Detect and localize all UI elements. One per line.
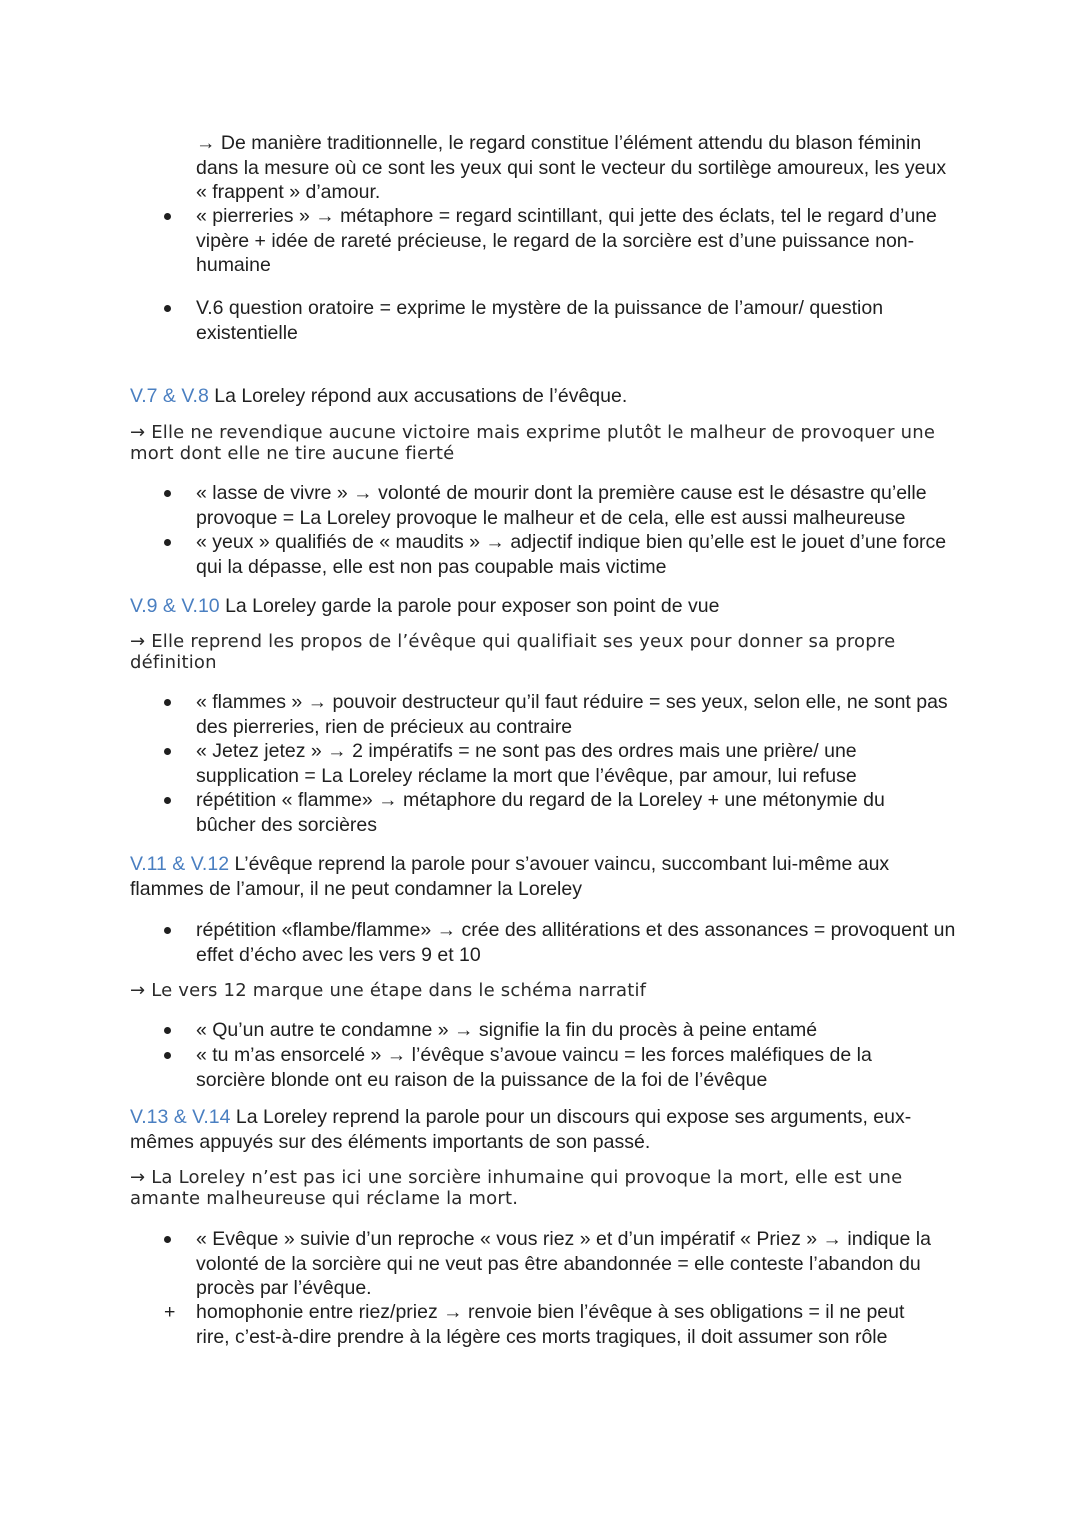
- section-note: → Le vers 12 marque une étape dans le schéma narratif: [130, 980, 647, 1001]
- verse-reference: V.7 & V.8: [130, 385, 209, 407]
- section-note: → La Loreley n’est pas ici une sorcière inhumaine qui provoque la mort, elle est une amante malheureuse qui réclame la mort.: [130, 1167, 903, 1209]
- section-heading: [130, 852, 940, 901]
- list-item: « yeux » qualifiés de « maudits » → adjectif indique bien qu’elle est le jouet d’une force qui la dépasse, elle est non pas coupable mais victime: [196, 531, 947, 578]
- section-note: → Elle ne revendique aucune victoire mais exprime plutôt le malheur de provoquer une mort dont elle ne tire aucune fierté: [130, 422, 936, 464]
- plus-marker: +: [164, 1301, 176, 1323]
- verse-reference: V.9 & V.10: [130, 595, 220, 617]
- section-title: La Loreley garde la parole pour exposer son point de vue: [219, 595, 720, 617]
- list-item: « lasse de vivre » → volonté de mourir dont la première cause est le désastre qu’elle provoque = La Loreley provoque le malheur et de cela, elle est aussi malheureuse: [196, 482, 927, 529]
- section-title: La Loreley reprend la parole pour un discours qui expose ses arguments, eux-mêmes appuyés sur des éléments importants de son passé.: [130, 1106, 912, 1153]
- paragraph-continuation: → De manière traditionnelle, le regard constitue l’élément attendu du blason féminin dans la mesure où ce sont les yeux qui sont le vecteur du sortilège amoureux, les yeux « frappent » d’amour.: [196, 132, 947, 203]
- list-item: « Qu’un autre te condamne » → signifie la fin du procès à peine entamé: [196, 1019, 818, 1041]
- bullet-icon: [164, 1227, 171, 1243]
- bullet-icon: [164, 530, 171, 546]
- section-note: → Elle reprend les propos de l’évêque qui qualifiait ses yeux pour donner sa propre définition: [130, 631, 896, 673]
- list-item: « Evêque » suivie d’un reproche « vous riez » et d’un impératif « Priez » → indique la volonté de la sorcière qui ne veut pas être abandonnée = elle conteste l’abandon du procès par l’évêque.: [196, 1228, 931, 1299]
- section-title: La Loreley répond aux accusations de l’évêque.: [208, 385, 628, 407]
- bullet-icon: [164, 204, 171, 220]
- list-item: répétition « flamme» → métaphore du regard de la Loreley + une métonymie du bûcher des sorcières: [196, 789, 885, 836]
- section-heading: [130, 1105, 920, 1154]
- list-item: répétition «flambe/flamme» → crée des allitérations et des assonances = provoquent un effet d’écho avec les vers 9 et 10: [196, 919, 956, 966]
- bullet-icon: [164, 788, 171, 804]
- bullet-icon: [164, 918, 171, 934]
- list-item: V.6 question oratoire = exprime le mystère de la puissance de l’amour/ question existentielle: [196, 297, 884, 344]
- list-item: homophonie entre riez/priez → renvoie bien l’évêque à ses obligations = il ne peut rire, c’est-à-dire prendre à la légère ces morts tragiques, il doit assumer son rôle: [196, 1301, 905, 1348]
- list-item: « flammes » → pouvoir destructeur qu’il faut réduire = ses yeux, selon elle, ne sont pas des pierreries, rien de précieux au contraire: [196, 691, 948, 738]
- bullet-icon: [164, 739, 171, 755]
- section-heading: [130, 594, 970, 619]
- bullet-icon: [164, 1043, 171, 1059]
- verse-reference: V.11 & V.12: [130, 853, 230, 875]
- list-item: « pierreries » → métaphore = regard scintillant, qui jette des éclats, tel le regard d’une vipère + idée de rareté précieuse, le regard de la sorcière est d’une puissance non-humaine: [196, 205, 937, 276]
- list-item: « Jetez jetez » → 2 impératifs = ne sont pas des ordres mais une prière/ une supplication = La Loreley réclame la mort que l’évêque, par amour, lui refuse: [196, 740, 857, 787]
- bullet-icon: [164, 690, 171, 706]
- list-item: « tu m’as ensorcelé » → l’évêque s’avoue vaincu = les forces maléfiques de la sorcière blonde ont eu raison de la puissance de la foi de l’évêque: [196, 1044, 872, 1091]
- section-title: L’évêque reprend la parole pour s’avouer vaincu, succombant lui-même aux flammes de l’amour, il ne peut condamner la Loreley: [130, 853, 890, 900]
- verse-reference: V.13 & V.14: [130, 1106, 231, 1128]
- bullet-icon: [164, 296, 171, 312]
- section-heading: [130, 384, 970, 409]
- bullet-icon: [164, 481, 171, 497]
- bullet-icon: [164, 1018, 171, 1034]
